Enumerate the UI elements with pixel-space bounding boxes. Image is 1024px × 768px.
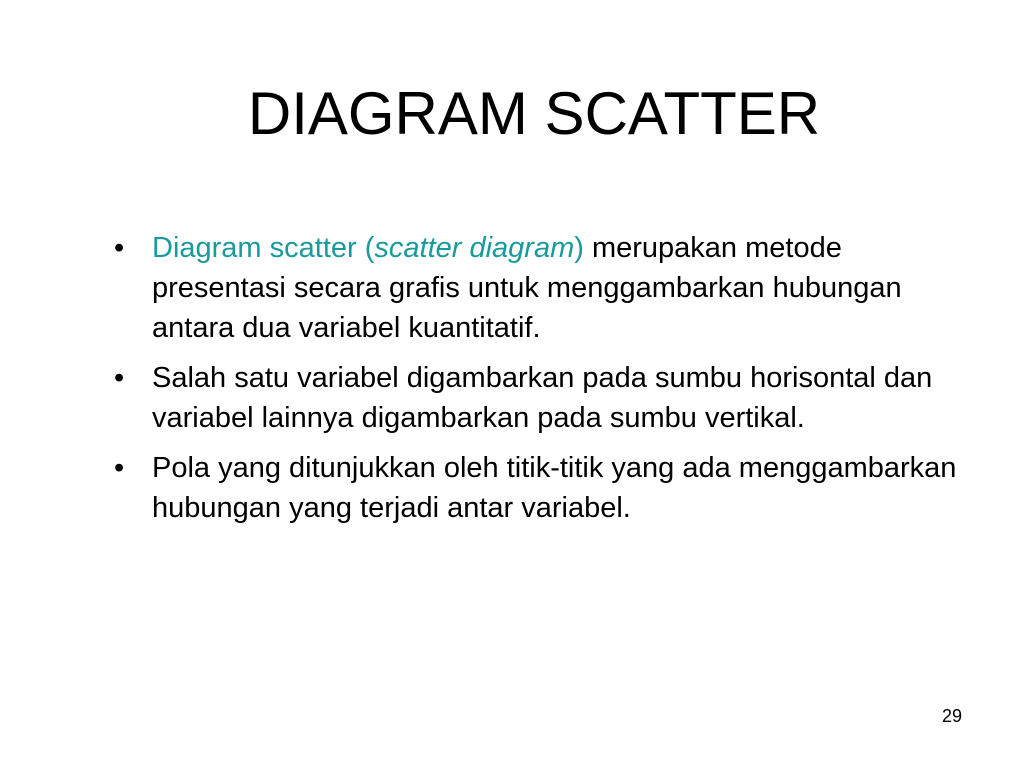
bullet-2-text: Salah satu variabel digambarkan pada sumbu horisontal dan variabel lainnya digambarkan pada sumbu vertikal. <box>152 362 933 434</box>
bullet-icon: • <box>114 452 125 484</box>
page-number: 29 <box>941 706 962 726</box>
bullet-item-3 <box>112 448 982 528</box>
bullet-3-text: Pola yang ditunjukkan oleh titik-titik yang ada menggambarkan hubungan yang terjadi antar variabel. <box>152 452 957 524</box>
bullet-list <box>112 228 982 538</box>
bullet-1-text: merupakan metode presentasi secara grafis untuk menggambarkan hubungan antara dua variabel kuantitatif. <box>152 232 902 344</box>
bullet-1-lead-italic: scatter diagram <box>374 232 575 264</box>
bullet-1-lead-close: ) <box>574 232 584 264</box>
bullet-item-2 <box>112 358 982 438</box>
bullet-icon: • <box>114 232 125 264</box>
bullet-icon: • <box>114 362 125 394</box>
slide-title: DIAGRAM SCATTER <box>247 80 821 147</box>
bullet-1-lead: Diagram scatter ( <box>152 232 375 264</box>
bullet-item-1 <box>112 228 982 348</box>
